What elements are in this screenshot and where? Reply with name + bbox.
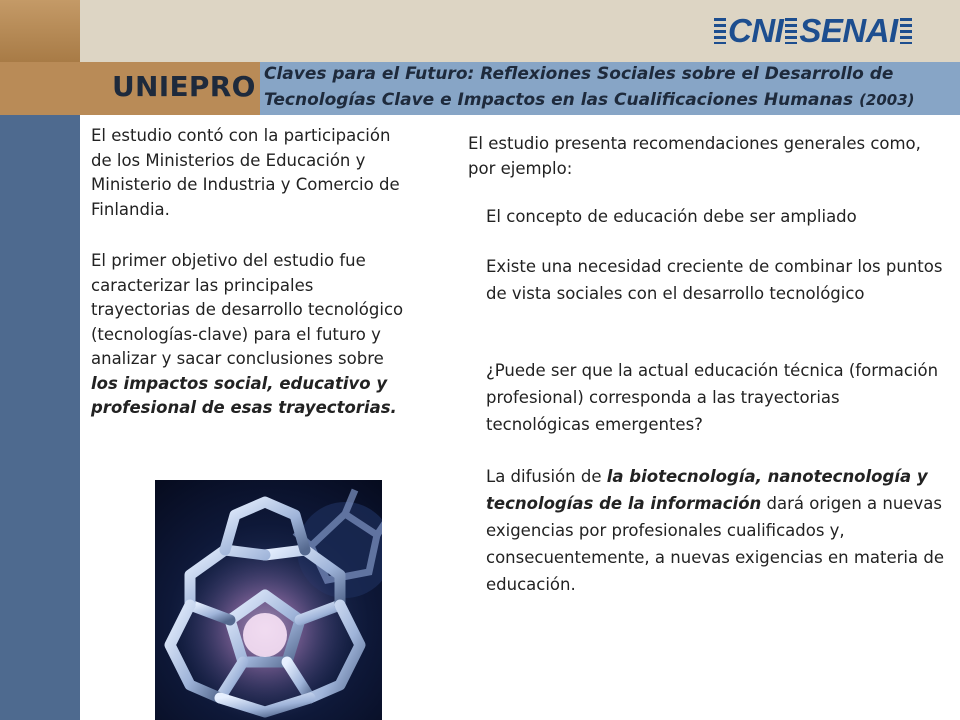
fullerene-molecule-image [155, 480, 382, 720]
right-intro: El estudio presenta recomendaciones generales como, por ejemplo: [468, 134, 921, 178]
logo-text-cni: CNI [728, 12, 784, 49]
brand-label: UNIEPRO [112, 70, 256, 103]
left-paragraph-2-text: El primer objetivo del estudio fue caracterizar las principales trayectorias de desarrollo tecnológico (tecnologías-clave) para el futuro y analizar y sacar conclusiones sobre [91, 251, 404, 368]
slide-title [264, 61, 954, 113]
recommendation-item [486, 463, 946, 598]
left-paragraph-2-emphasis: los impactos social, educativo y profesional de esas trayectorias. [91, 373, 397, 417]
logo-stripes-icon [900, 18, 912, 44]
logo-stripes-icon [785, 18, 797, 44]
logo-text-senai: SENAI [799, 12, 898, 49]
recommendation-item: El concepto de educación debe ser ampliado [486, 207, 857, 226]
left-paragraph-2 [91, 249, 411, 421]
left-paragraph-1: El estudio contó con la participación de los Ministerios de Educación y Ministerio de Industria y Comercio de Finlandia. [91, 126, 400, 219]
left-sidebar-bar [0, 115, 80, 720]
logo-stripes-icon [714, 18, 726, 44]
recommendation-item: ¿Puede ser que la actual educación técnica (formación profesional) corresponda a las trayectorias tecnológicas emergentes? [486, 361, 939, 434]
recommendation-emphasis: la biotecnología, nanotecnología y tecnologías de la información [486, 467, 928, 513]
recommendation-text: dará origen a nuevas exigencias por profesionales cualificados y, consecuentemente, a nuevas exigencias en materia de educación. [486, 494, 944, 594]
slide-title-main: Claves para el Futuro: Reflexiones Sociales sobre el Desarrollo de Tecnologías Clave e Impactos en las Cualificaciones Humanas [264, 64, 894, 110]
slide-title-year: (2003) [859, 91, 915, 109]
recommendation-item: Existe una necesidad creciente de combinar los puntos de vista sociales con el desarrollo tecnológico [486, 257, 943, 303]
cni-senai-logo [712, 14, 914, 48]
fullerene-illustration [155, 480, 382, 720]
corner-block [0, 0, 80, 62]
recommendation-text: La difusión de [486, 467, 607, 486]
